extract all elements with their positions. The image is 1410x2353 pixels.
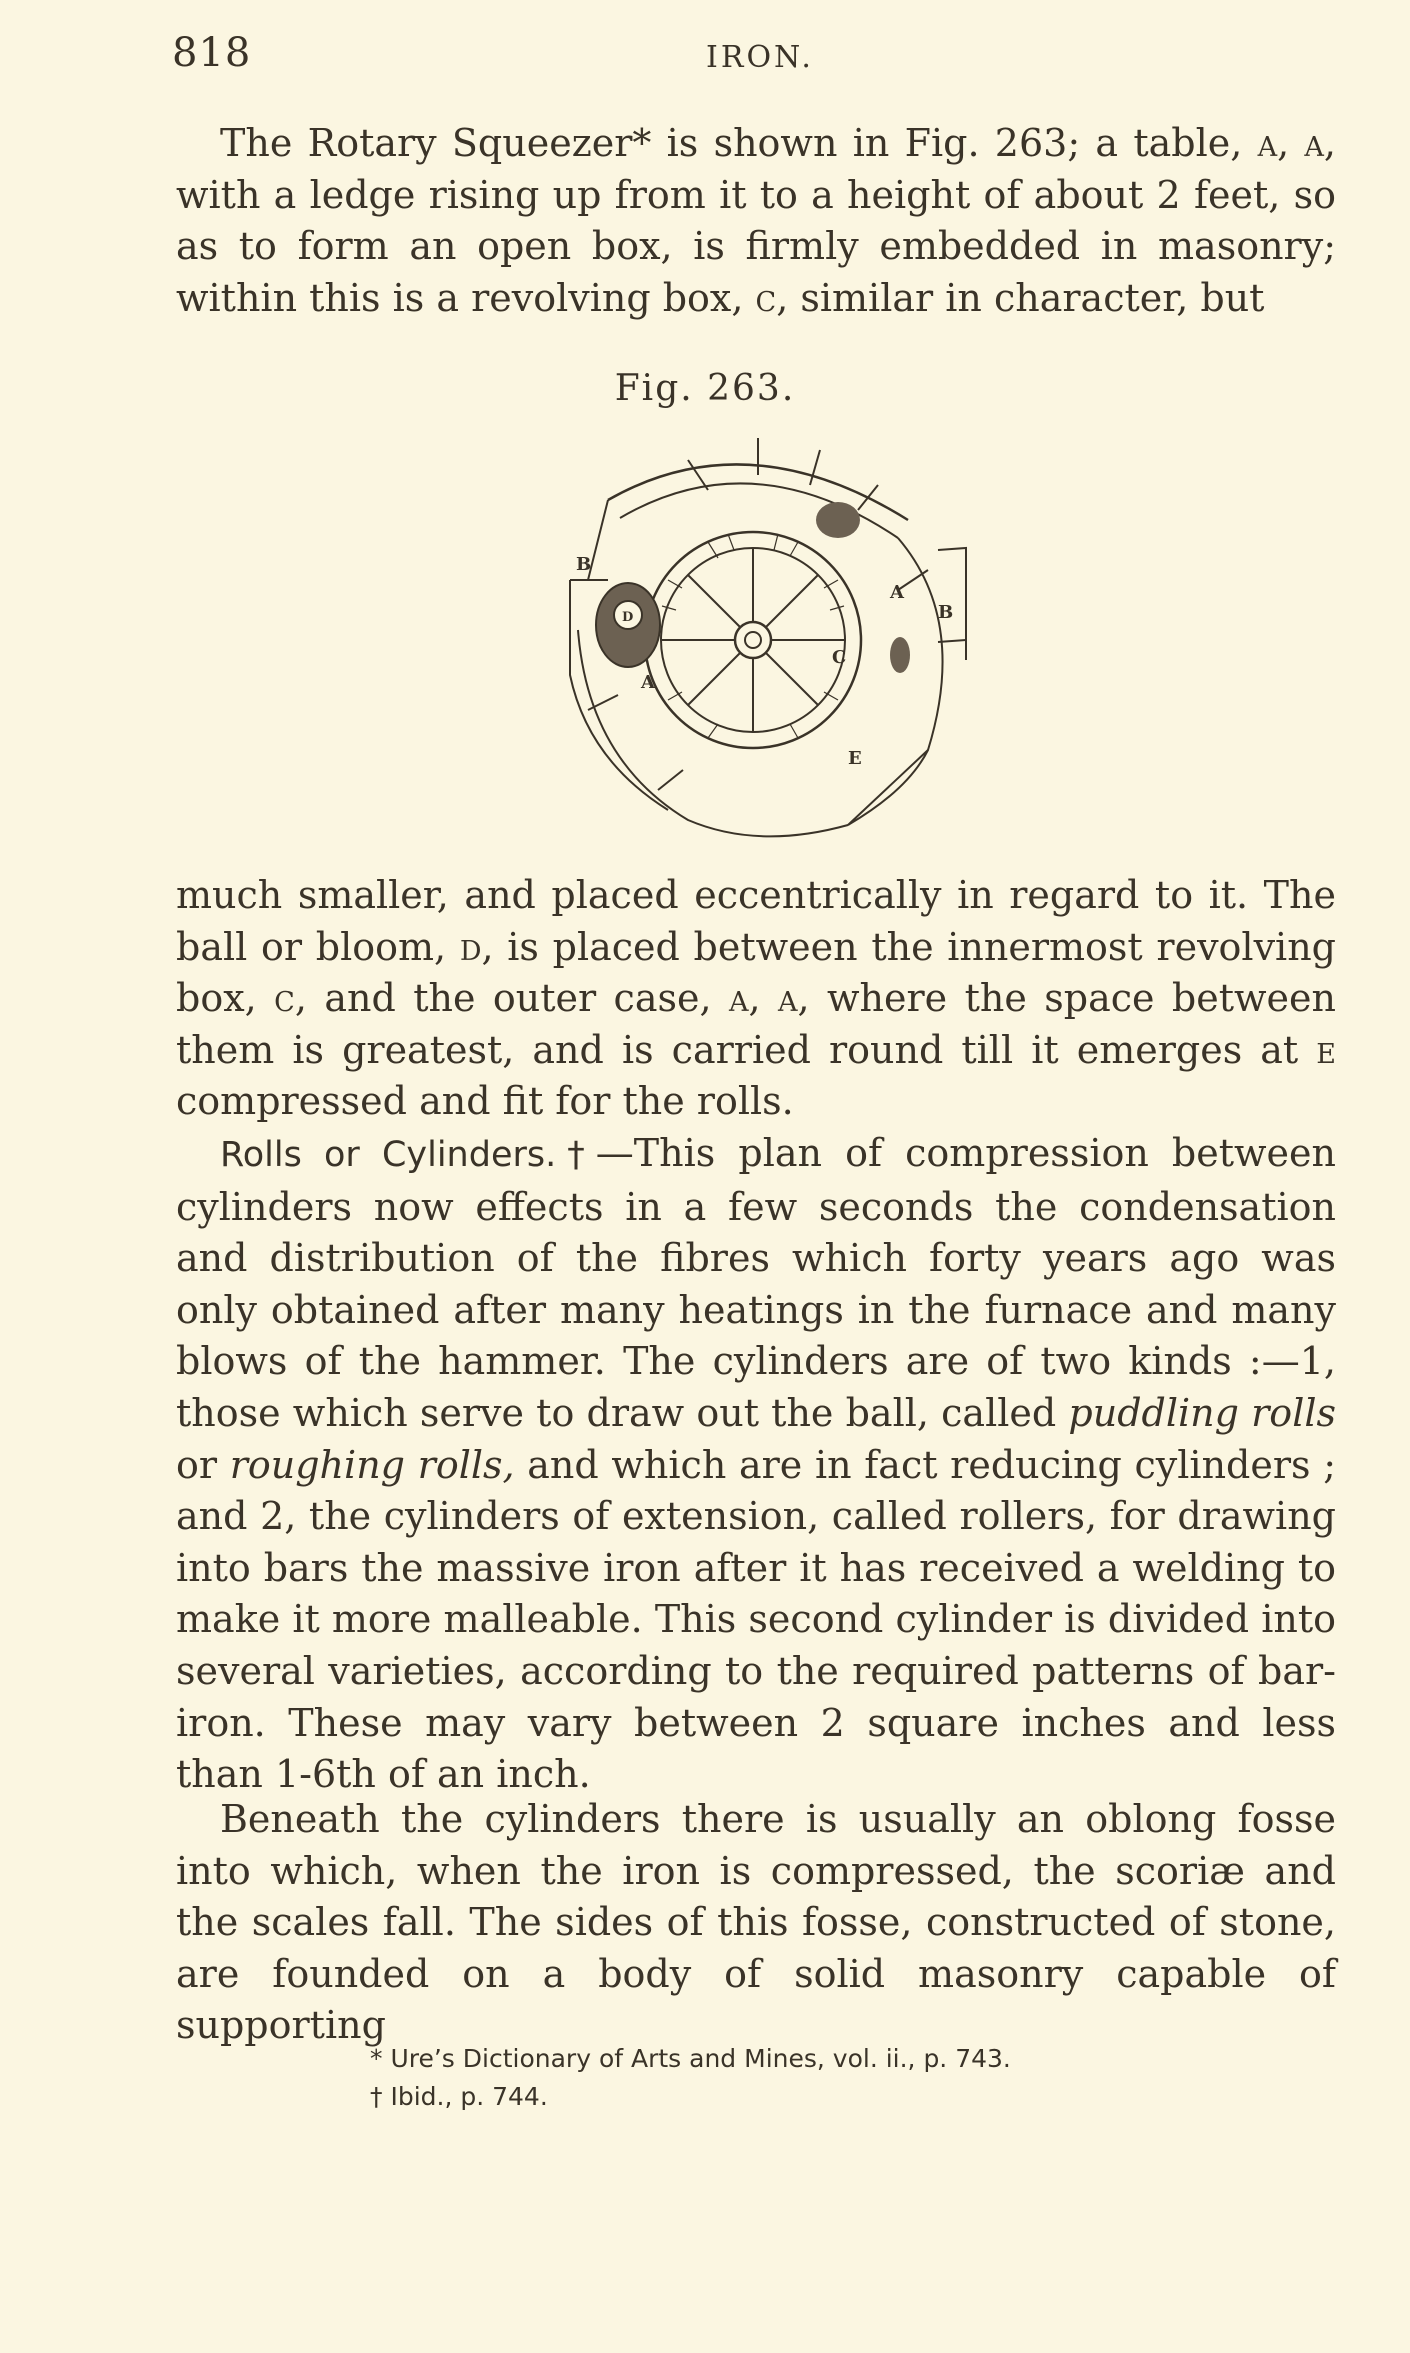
paragraph-fosse: Beneath the cylinders there is usually an oblong fosse into which, when the iron is compressed, the scoriæ and the scales fall. The sides of this fosse, constructed of stone, are founded on a body of solid masonry capable of supporting [176,1797,1336,2048]
label-b-left: B [576,554,592,575]
paragraph-rolls-cylinders: Rolls or Cylinders.†—This plan of compression between cylinders now effects in a few seconds the condensation and distribution of the fibres which forty years ago was only obtained after many heatings in the furnace and many blows of the hammer. The cylinders are of two kinds :—1, those which serve to draw out the ball, called puddling rolls or roughing rolls, and which are in fact reducing cylinders ; and 2, the cylinders of extension, called rollers, for drawing into bars the massive iron after it has received a welding to make it more malleable. This second cylinder is divided into several varieties, according to the required patterns of bar-iron. These may vary between 2 square inches and less than 1-6th of an inch. [176,1131,1337,1797]
footnotes [370,2040,1011,2116]
compressed-bloom-right [890,637,910,673]
label-e: E [848,748,862,769]
label-c: C [832,647,847,668]
figure-caption: Fig. 263. [614,368,796,409]
rotary-squeezer-figure [548,430,980,850]
compressed-bloom-top [816,502,860,538]
section-heading: Rolls or Cylinders.† [220,1135,596,1175]
wheel-hub [735,622,771,658]
label-b-right: B [938,602,954,623]
page-number: 818 [172,30,252,76]
label-a-right: A [890,582,904,603]
paragraph-rotary-squeezer: The Rotary Squeezer* is shown in Fig. 263; a table, a, a, with a ledge rising up from it to a height of about 2 feet, so as to form an open box, is firmly embedded in masonry; within this is a revolving box, c, similar in character, but [176,121,1337,320]
label-a-left: A [641,672,655,693]
footnote-2: † Ibid., p. 744. [370,2082,548,2111]
label-d: D [622,610,634,625]
running-head: IRON. [706,40,814,75]
paragraph-ball-bloom: much smaller, and placed eccentrically in regard to it. The ball or bloom, d, is placed between the innermost revolving box, c, and the outer case, a, a, where the space between them is greatest, and is carried round till it emerges at e compressed and fit for the rolls. [176,873,1336,1124]
footnote-1: * Ure’s Dictionary of Arts and Mines, vol. ii., p. 743. [370,2044,1011,2073]
bloom-ball [596,583,660,667]
